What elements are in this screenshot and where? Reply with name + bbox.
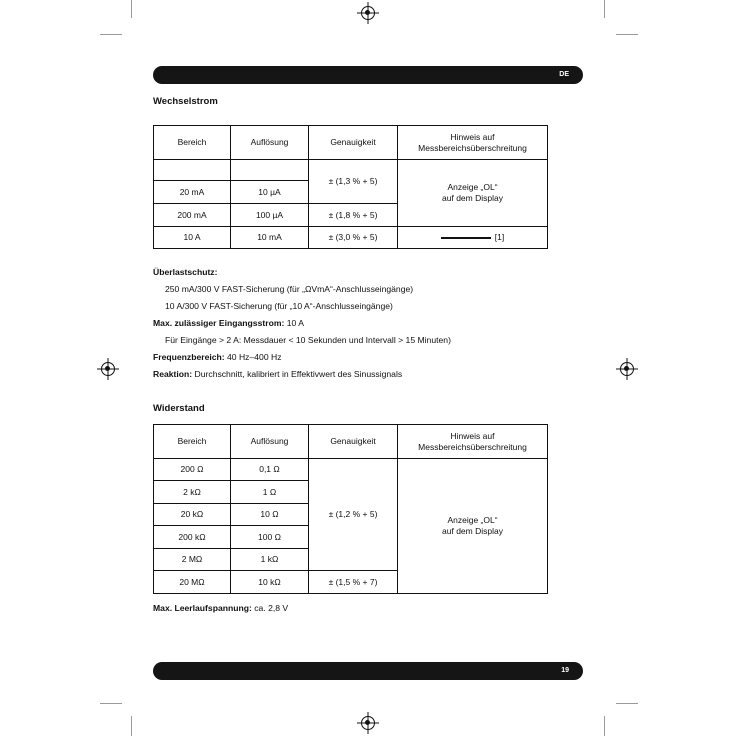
accuracy-cell: ± (1,3 % + 5) — [309, 160, 398, 204]
range-cell: 200 mA — [154, 204, 231, 227]
footer-bar — [153, 662, 583, 680]
section-title-ac: Wechselstrom — [153, 96, 218, 107]
col-header: Bereich — [154, 126, 231, 160]
overrange-note — [398, 160, 548, 227]
range-cell: 20 mA — [154, 181, 231, 204]
note-line — [153, 366, 451, 383]
col-header: Hinweis auf Messbereichsüberschreitung — [398, 425, 548, 459]
range-cell: 2 kΩ — [154, 481, 231, 504]
resolution-cell: 0,1 Ω — [231, 459, 309, 481]
registration-mark-icon — [361, 716, 375, 730]
note-line: 10 A/300 V FAST-Sicherung (für „10 A“-Anschlusseingänge) — [165, 301, 393, 311]
crop-mark — [604, 716, 605, 736]
ac-table — [153, 125, 548, 249]
ac-notes — [153, 264, 451, 383]
note-label: Frequenzbereich: — [153, 352, 225, 362]
header-bar — [153, 66, 583, 84]
note-line: Für Eingänge > 2 A: Messdauer < 10 Sekunden und Intervall > 15 Minuten) — [165, 335, 451, 345]
registration-mark-icon — [620, 362, 634, 376]
crop-mark — [131, 716, 132, 736]
overrange-note — [398, 459, 548, 594]
resolution-cell: 10 mA — [231, 227, 309, 249]
note-line: 250 mA/300 V FAST-Sicherung (für „ΩVmA“-Anschlusseingänge) — [165, 284, 414, 294]
range-cell: 2 MΩ — [154, 549, 231, 571]
range-cell: 20 MΩ — [154, 571, 231, 594]
note-line — [153, 315, 451, 332]
accuracy-cell: ± (3,0 % + 5) — [309, 227, 398, 249]
note-label: Überlastschutz: — [153, 267, 218, 277]
crop-mark — [616, 703, 638, 704]
col-header: Genauigkeit — [309, 126, 398, 160]
overrange-line: auf dem Display — [442, 526, 503, 536]
range-cell: 200 kΩ — [154, 526, 231, 549]
note-value: Durchschnitt, kalibriert in Effektivwert des Sinussignals — [192, 369, 403, 379]
resolution-cell: 100 Ω — [231, 526, 309, 549]
note-label: Max. Leerlaufspannung: — [153, 603, 252, 613]
col-header: Auflösung — [231, 126, 309, 160]
dash-line — [441, 237, 491, 239]
col-header: Auflösung — [231, 425, 309, 459]
range-cell: 200 Ω — [154, 459, 231, 481]
accuracy-cell: ± (1,2 % + 5) — [309, 459, 398, 571]
crop-mark — [100, 34, 122, 35]
note-value: 40 Hz–400 Hz — [224, 352, 282, 362]
language-label: DE — [559, 71, 569, 78]
note-label: Max. zulässiger Eingangsstrom: — [153, 318, 285, 328]
registration-mark-icon — [101, 362, 115, 376]
resolution-cell: 10 µA — [231, 181, 309, 204]
footnote-ref: [1] — [494, 232, 505, 242]
note-value: 10 A — [284, 318, 304, 328]
resistance-table — [153, 424, 548, 594]
page-number: 19 — [561, 667, 569, 674]
note-line — [153, 264, 451, 281]
resolution-cell: 10 Ω — [231, 504, 309, 526]
overrange-line: auf dem Display — [442, 193, 503, 203]
range-cell: 10 A — [154, 227, 231, 249]
accuracy-cell: ± (1,8 % + 5) — [309, 204, 398, 227]
section-title-resistance: Widerstand — [153, 403, 205, 414]
col-header: Hinweis auf Messbereichsüberschreitung — [398, 126, 548, 160]
note-line — [153, 349, 451, 366]
empty-cell — [231, 160, 309, 181]
col-header: Bereich — [154, 425, 231, 459]
open-circuit-voltage — [153, 603, 288, 613]
crop-mark — [131, 0, 132, 18]
overrange-line: Anzeige „OL“ — [447, 182, 498, 192]
crop-mark — [100, 703, 122, 704]
overrange-line: Anzeige „OL“ — [447, 515, 498, 525]
note-cell — [398, 227, 548, 249]
accuracy-cell: ± (1,5 % + 7) — [309, 571, 398, 594]
range-cell: 20 kΩ — [154, 504, 231, 526]
crop-mark — [604, 0, 605, 18]
registration-mark-icon — [361, 6, 375, 20]
resolution-cell: 1 kΩ — [231, 549, 309, 571]
note-label: Reaktion: — [153, 369, 193, 379]
crop-mark — [616, 34, 638, 35]
col-header: Genauigkeit — [309, 425, 398, 459]
resolution-cell: 100 µA — [231, 204, 309, 227]
resolution-cell: 10 kΩ — [231, 571, 309, 594]
note-value: ca. 2,8 V — [251, 603, 289, 613]
resolution-cell: 1 Ω — [231, 481, 309, 504]
empty-cell — [154, 160, 231, 181]
